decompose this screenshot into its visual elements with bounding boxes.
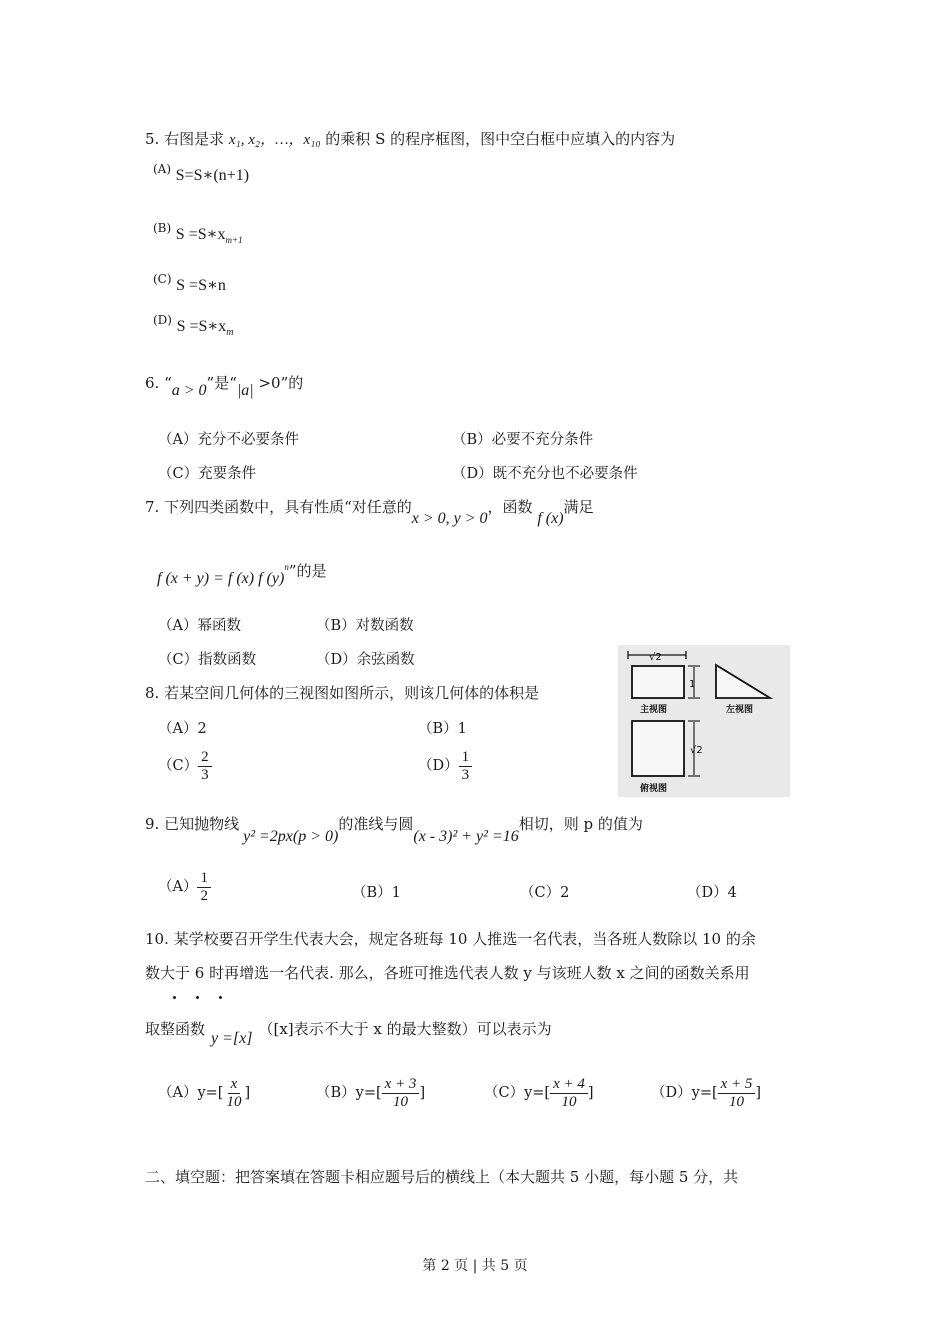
q10-option-b-fraction [382,1076,420,1110]
q5-option-b [153,221,243,245]
q10-line2: 数大于 6 时再增选一名代表. 那么，各班可推选代表人数 y 与该班人数 x 之间的函数关系用 [145,964,750,982]
q10-option-a-close: ] [244,1085,251,1101]
q5-stem [145,128,675,149]
q9-option-c: （C）2 [520,885,570,901]
q6-stem-mid: ”是“ [206,374,237,392]
front-view-side-label: 1 [689,679,696,690]
q9-option-a-num: 1 [197,870,211,888]
q10-option-a-label: （A）y=[ [158,1085,224,1101]
left-view-caption: 左视图 [726,705,754,715]
q10-option-b-den: 10 [393,1093,409,1110]
q9-option-a-label: （A） [158,879,198,895]
q8-option-a: （A）2 [158,721,207,737]
front-view-top-label: √2 [649,652,662,663]
q8-option-d-label: （D） [418,758,459,774]
q7-stem-suffix: 满足 [563,498,594,516]
q8-option-c-den: 3 [201,766,209,783]
q9-option-a [158,870,211,904]
q8-option-d-den: 3 [461,766,470,783]
q7-formula-sup: n [284,562,289,572]
q8-option-c-num: 2 [198,749,212,767]
q5-option-c [153,272,226,295]
q6-cond1: a > 0 [171,382,207,399]
q10-option-d-fraction [718,1076,756,1110]
q8-option-b: （B）1 [418,721,467,737]
top-view-side-label: √2 [690,745,703,756]
q7-option-b: （B）对数函数 [316,618,414,634]
q9-circle: (x - 3)² + y² =16 [413,828,519,845]
q5-option-b-text: S =S∗x [175,226,226,243]
q10-option-d-label: （D）y=[ [651,1085,718,1101]
q10-line1: 10. 某学校要召开学生代表大会，规定各班每 10 人推选一名代表，当各班人数除以 10 的余 [145,930,756,948]
q6-stem-suffix: >0”的 [253,374,304,392]
emphasis-dot-icon [173,996,176,999]
q10-option-c-close: ] [587,1085,594,1101]
q10-option-c-fraction [550,1076,588,1110]
q7-formula-line [157,560,327,587]
q10-option-b-close: ] [419,1085,426,1101]
q9-stem-suffix: 相切，则 p 的值为 [518,815,643,833]
emphasis-dot-icon [219,996,222,999]
q6-option-b: （B）必要不充分条件 [452,432,594,448]
q7-formula: f (x + y) = f (x) f (y) [157,570,285,587]
q9-option-b: （B）1 [352,885,401,901]
q10-option-a [158,1076,250,1110]
q5-option-c-label: (C) [153,272,172,286]
q5-stem-prefix: 5. 右图是求 [145,130,229,148]
q9-option-a-fraction [197,870,211,904]
q9-stem-mid: 的准线与圆 [338,815,414,833]
q10-line3-prefix: 取整函数 [145,1020,206,1038]
q10-line3-func: y =[x] [211,1030,253,1047]
q9-stem-prefix: 9. 已知抛物线 [145,815,240,833]
q8-option-d-num: 1 [459,749,473,767]
q10-line3-suffix: （[x]表示不大于 x 的最大整数）可以表示为 [258,1020,552,1038]
q10-option-b [316,1076,425,1110]
q5-option-d-sub: m [226,326,234,338]
q8-option-c-fraction [198,749,212,783]
q6-option-c: （C）充要条件 [158,466,257,482]
q8-option-c [158,749,212,783]
q5-option-c-text: S =S∗n [176,277,226,294]
q5-option-a [153,162,250,185]
q8-option-d [418,749,472,783]
q7-stem [145,496,594,527]
front-view-caption: 主视图 [640,705,668,715]
q7-stem-prefix: 7. 下列四类函数中，具有性质“对任意的 [145,498,412,516]
q10-option-c [484,1076,594,1110]
top-view-caption: 俯视图 [640,784,668,794]
q9-stem [145,813,643,845]
q10-option-b-num: x + 3 [382,1076,420,1094]
q10-option-c-den: 10 [561,1093,577,1110]
q6-option-d: （D）既不充分也不必要条件 [452,466,638,482]
q10-option-d-num: x + 5 [718,1076,756,1094]
q7-formula-suffix: ”的是 [288,562,327,580]
q5-option-d-label: (D) [153,313,172,327]
q6-stem [145,372,304,399]
q10-option-d-den: 10 [729,1093,745,1110]
q10-option-a-fraction [223,1076,244,1110]
q10-option-a-num: x [228,1076,241,1094]
q10-option-d [651,1076,761,1110]
page-footer: 第 2 页 | 共 5 页 [422,1258,528,1274]
q10-option-b-label: （B）y=[ [316,1085,382,1101]
q9-parabola: y² =2px(p > 0) [243,828,339,845]
q5-option-a-text: S=S∗(n+1) [175,167,250,184]
section2-heading: 二、填空题：把答案填在答题卡相应题号后的横线上（本大题共 5 小题，每小题 5 分，共 [145,1168,739,1186]
q7-option-c: （C）指数函数 [158,652,257,668]
q6-stem-prefix: 6. “ [145,374,172,392]
q8-stem: 8. 若某空间几何体的三视图如图所示，则该几何体的体积是 [145,684,540,702]
q5-option-a-label: (A) [153,162,172,176]
q7-option-a: （A）幂函数 [158,618,241,634]
q7-cond: x > 0, y > 0 [411,510,488,527]
q5-stem-vars: x₁, x₂，…，x₁₀ [228,132,321,148]
q10-option-c-label: （C）y=[ [484,1085,551,1101]
q5-option-b-label: (B) [153,221,172,235]
q10-option-d-close: ] [755,1085,762,1101]
q8-option-d-fraction [459,749,473,783]
q5-option-b-sub: m+1 [225,234,243,245]
q6-cond2: |a| [236,382,254,399]
q10-option-c-num: x + 4 [550,1076,588,1094]
three-view-figure [618,645,790,797]
q7-stem-mid: ，函数 [487,498,533,516]
q7-option-d: （D）余弦函数 [316,652,415,668]
emphasis-dot-icon [196,996,199,999]
q8-option-c-label: （C） [158,758,199,774]
q6-option-a: （A）充分不必要条件 [158,432,299,448]
q9-option-a-den: 2 [200,887,208,904]
q7-func: f (x) [537,510,564,527]
q10-line3 [145,1018,552,1047]
q10-emphasis-dots [163,984,232,1003]
q5-stem-suffix: 的乘积 S 的程序框图，图中空白框中应填入的内容为 [320,130,676,148]
q10-option-a-den: 10 [226,1093,242,1110]
q5-option-d-text: S =S∗x [176,318,227,335]
q5-option-d [153,313,234,338]
q9-option-d: （D）4 [687,885,737,901]
